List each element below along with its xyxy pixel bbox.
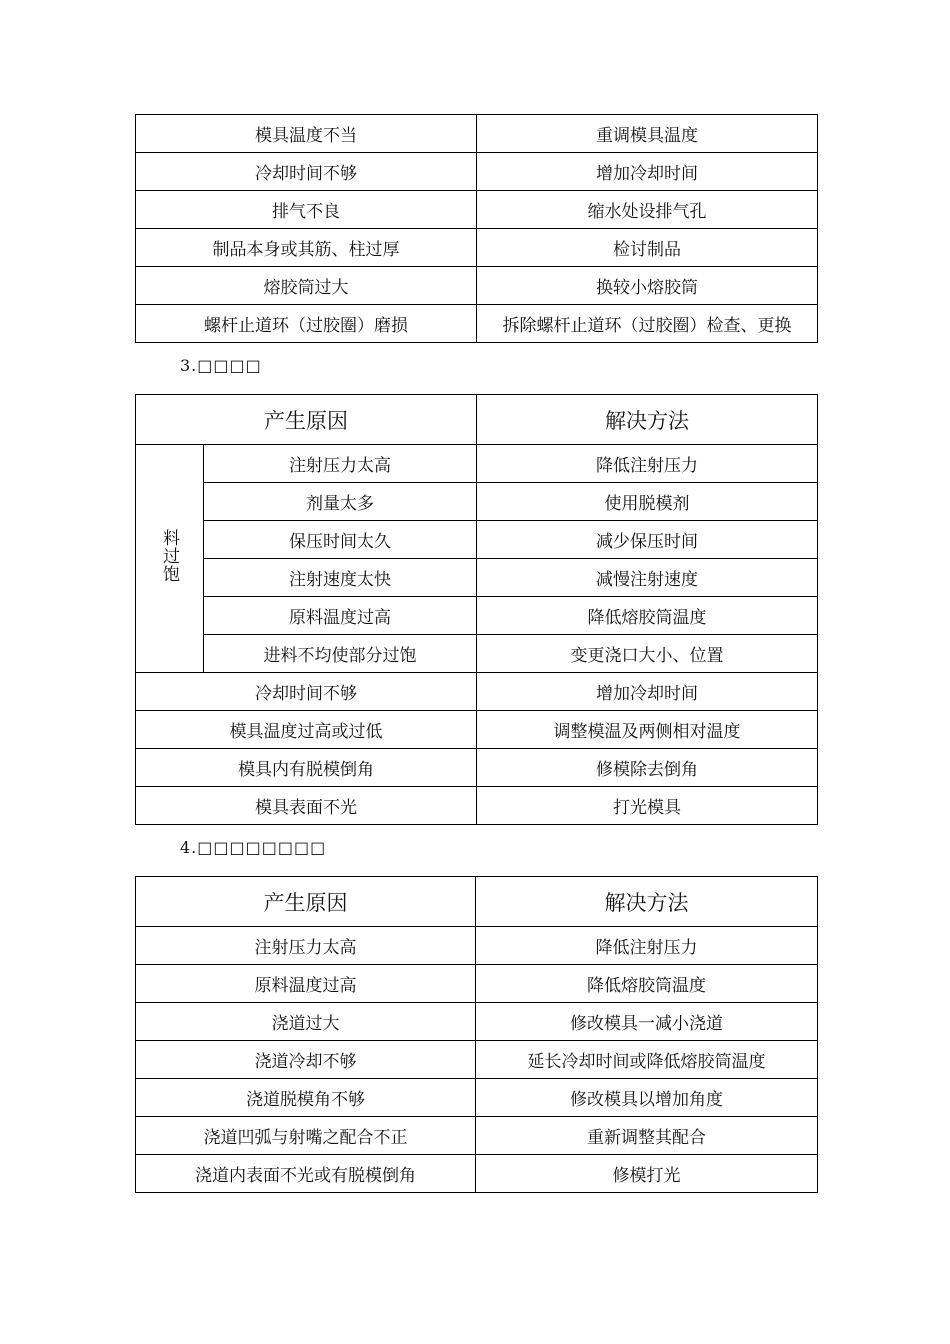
table-continued [135,114,818,343]
cause-cell: 模具温度过高或过低 [136,711,477,749]
solution-cell: 增加冷却时间 [477,673,818,711]
solution-cell: 重新调整其配合 [476,1117,818,1155]
table-row [136,445,818,483]
solution-cell: 减少保压时间 [477,521,818,559]
solution-cell: 降低熔胶筒温度 [477,597,818,635]
section-heading-3: 3.□□□□ [180,356,262,375]
header-cause: 产生原因 [136,877,476,927]
cause-cell: 浇道过大 [136,1003,476,1041]
section-heading-4: 4.□□□□□□□□ [180,838,327,857]
solution-cell: 修改模具以增加角度 [476,1079,818,1117]
cause-cell: 浇道内表面不光或有脱模倒角 [136,1155,476,1193]
cause-cell: 模具表面不光 [136,787,477,825]
table-row [136,597,818,635]
cause-cell: 熔胶筒过大 [136,267,477,305]
table-row [136,153,818,191]
table-row [136,673,818,711]
table-row [136,1041,818,1079]
table-row [136,267,818,305]
solution-cell: 延长冷却时间或降低熔胶筒温度 [476,1041,818,1079]
solution-cell: 缩水处设排气孔 [477,191,818,229]
cause-cell: 冷却时间不够 [136,673,477,711]
solution-cell: 换较小熔胶筒 [477,267,818,305]
solution-cell: 检讨制品 [477,229,818,267]
cause-cell: 排气不良 [136,191,477,229]
cause-cell: 注射速度太快 [204,559,477,597]
solution-cell: 降低熔胶筒温度 [476,965,818,1003]
solution-cell: 降低注射压力 [477,445,818,483]
table-row [136,559,818,597]
table-row [136,1117,818,1155]
solution-cell: 修模除去倒角 [477,749,818,787]
header-solution: 解决方法 [477,395,818,445]
table-row [136,483,818,521]
table-row [136,965,818,1003]
table-header-row [136,395,818,445]
solution-cell: 重调模具温度 [477,115,818,153]
table-row [136,927,818,965]
table-row [136,711,818,749]
cause-cell: 浇道凹弧与射嘴之配合不正 [136,1117,476,1155]
table-row [136,521,818,559]
cause-cell: 模具温度不当 [136,115,477,153]
cause-cell: 制品本身或其筋、柱过厚 [136,229,477,267]
solution-cell: 打光模具 [477,787,818,825]
solution-cell: 修改模具一减小浇道 [476,1003,818,1041]
solution-cell: 增加冷却时间 [477,153,818,191]
cause-cell: 进料不均使部分过饱 [204,635,477,673]
cause-cell: 冷却时间不够 [136,153,477,191]
cause-cell: 浇道脱模角不够 [136,1079,476,1117]
solution-cell: 调整模温及两侧相对温度 [477,711,818,749]
table-row [136,1155,818,1193]
table-header-row [136,877,818,927]
table-row [136,1003,818,1041]
table-row [136,749,818,787]
cause-cell: 注射压力太高 [136,927,476,965]
table-row [136,1079,818,1117]
header-solution: 解决方法 [476,877,818,927]
cause-cell: 剂量太多 [204,483,477,521]
table-section-3 [135,394,818,825]
cause-cell: 原料温度过高 [136,965,476,1003]
cause-cell: 浇道冷却不够 [136,1041,476,1079]
solution-cell: 修模打光 [476,1155,818,1193]
solution-cell: 减慢注射速度 [477,559,818,597]
solution-cell: 拆除螺杆止道环（过胶圈）检查、更换 [477,305,818,343]
table-row [136,191,818,229]
table-row [136,115,818,153]
table-row [136,229,818,267]
group-label: 料过饱 [159,529,179,583]
solution-cell: 降低注射压力 [476,927,818,965]
table-row [136,635,818,673]
cause-cell: 注射压力太高 [204,445,477,483]
table-row [136,305,818,343]
group-label-cell [136,445,204,673]
cause-cell: 保压时间太久 [204,521,477,559]
solution-cell: 使用脱模剂 [477,483,818,521]
cause-cell: 原料温度过高 [204,597,477,635]
table-row [136,787,818,825]
table-section-4 [135,876,818,1193]
cause-cell: 模具内有脱模倒角 [136,749,477,787]
cause-cell: 螺杆止道环（过胶圈）磨损 [136,305,477,343]
solution-cell: 变更浇口大小、位置 [477,635,818,673]
header-cause: 产生原因 [136,395,477,445]
